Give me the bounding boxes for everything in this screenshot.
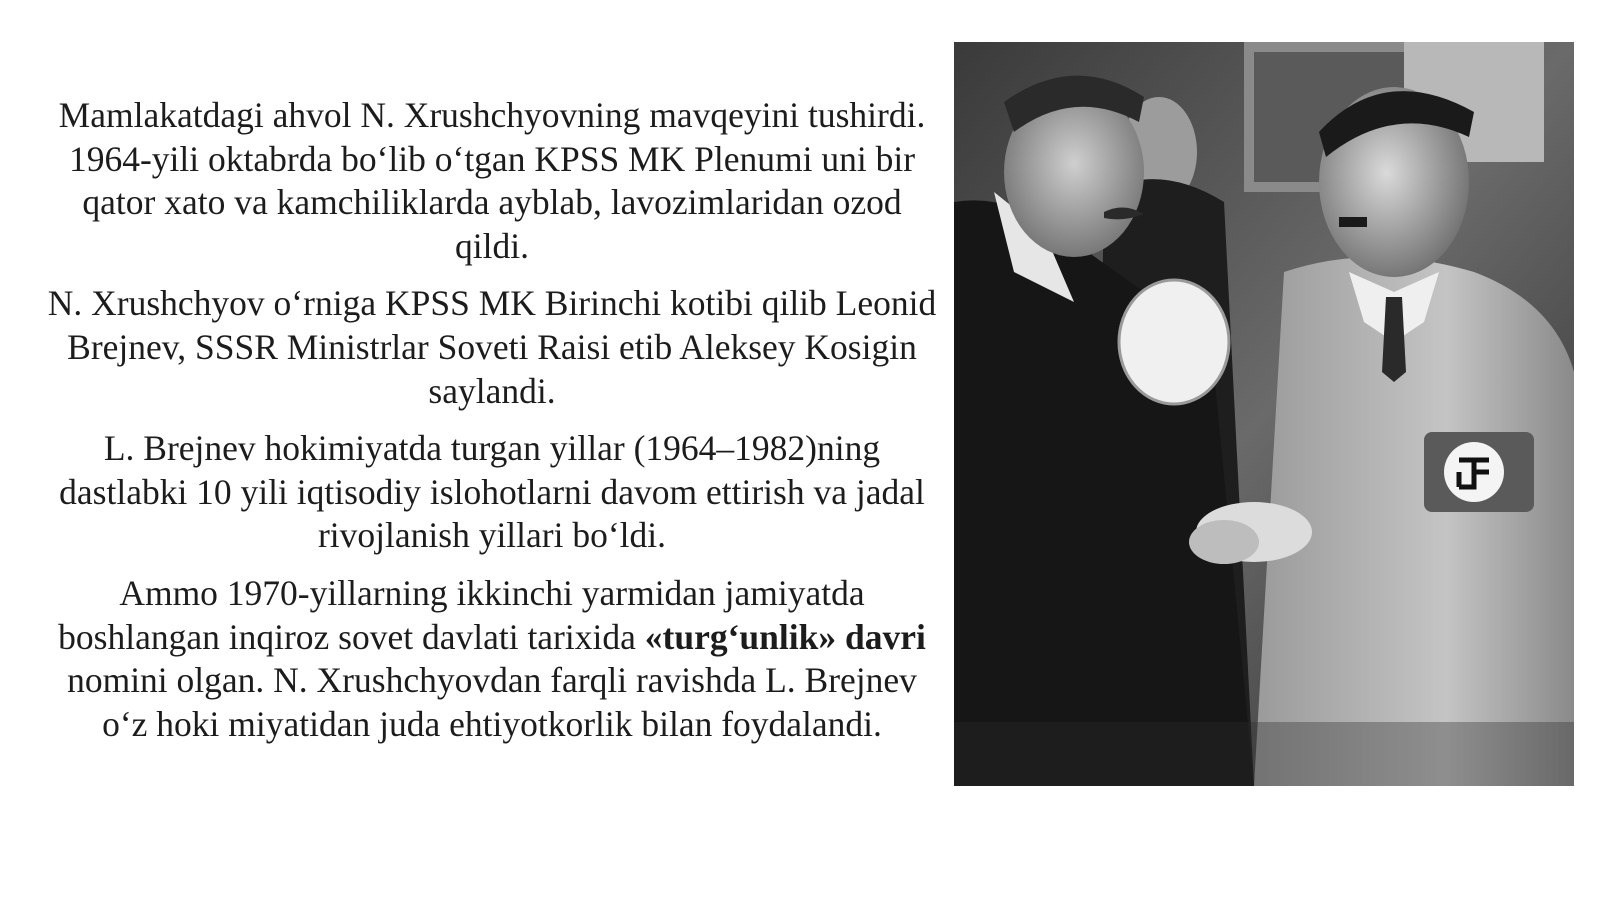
paragraph-3: L. Brejnev hokimiyatda turgan yillar (1964–1982)ning dastlabki 10 yili iqtisodiy islohotlarni davom ettirish va jadal rivojlanish yillari bo‘ldi.: [59, 428, 925, 556]
historical-photo: [954, 42, 1574, 786]
text-block: [46, 94, 938, 760]
paragraph-4-before: Ammo 1970-yillarning ikkinchi yarmidan jamiyatda boshlangan inqiroz sovet davlati tarixida: [58, 572, 865, 657]
paragraph-1: Mamlakatdagi ahvol N. Xrushchyovning mavqeyini tushirdi. 1964-yili oktabrda bo‘lib o‘tgan KPSS MK Plenumi uni bir qator xato va kamchiliklarda ayblab, lavozimlaridan ozod qildi.: [58, 95, 926, 266]
paragraph-4-bold-term: «turg‘unlik» davri: [644, 616, 926, 657]
paragraph-4: [46, 572, 938, 746]
historical-photo-icon: [954, 42, 1574, 786]
paragraph-2: N. Xrushchyov o‘rniga KPSS MK Birinchi kotibi qilib Leonid Brejnev, SSSR Ministrlar Soveti Raisi etib Aleksey Kosigin saylandi.: [47, 283, 937, 411]
paragraph-4-after: nomini olgan. N. Xrushchyovdan farqli ravishda L. Brejnev o‘z hoki miyatidan juda ehtiyotkorlik bilan foydalandi.: [67, 660, 917, 744]
